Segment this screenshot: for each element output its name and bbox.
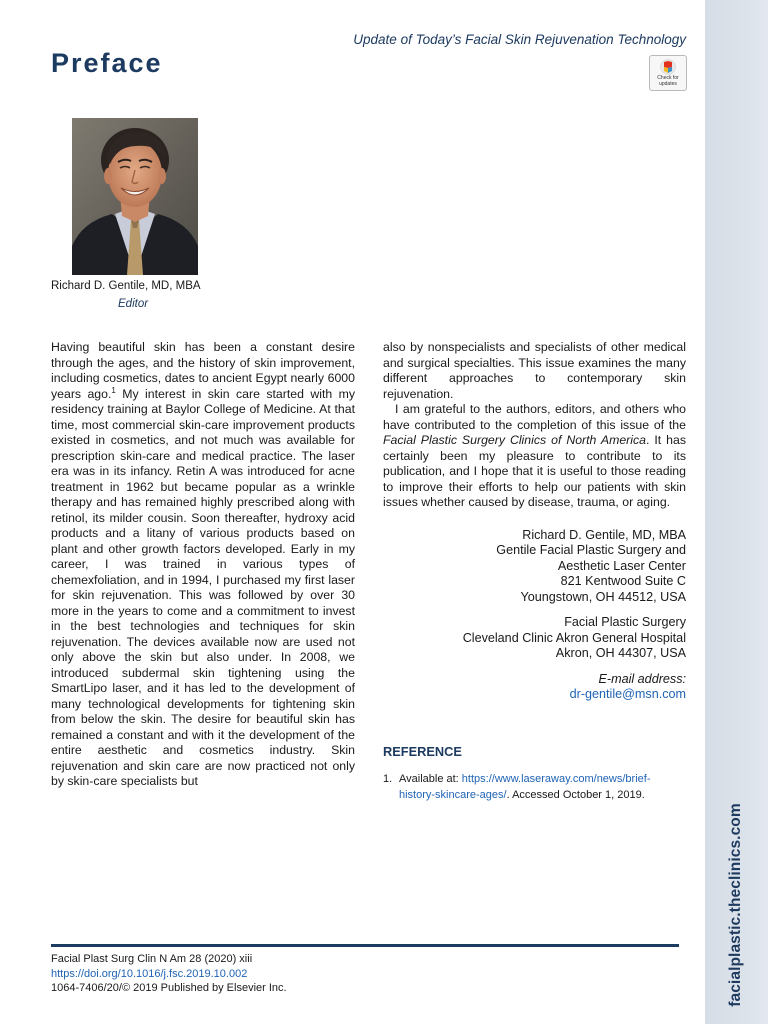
reference-text: Available at: https://www.laseraway.com/news/brief- history-skincare-ages/. Accessed October 1, 2019.: [399, 773, 651, 801]
sig-line: Richard D. Gentile, MD, MBA: [522, 527, 686, 542]
sig-line: Youngstown, OH 44512, USA: [520, 589, 686, 604]
footer: [51, 952, 287, 996]
journal-name: Facial Plastic Surgery Clinics of North America: [383, 433, 646, 447]
paragraph-acknowledgement: I am grateful to the authors, editors, and others who have contributed to the completion of this issue of the Facial Plastic Surgery Clinics of North America. It has certainly been my pleasure to contribute to its publication, and I hope that it is useful to those reading to improve their efforts to help our patients with skin issues whether caused by disease, trauma, or aging.: [383, 402, 686, 509]
reference-link[interactable]: https://www.laseraway.com/news/brief- history-skincare-ages/: [399, 773, 651, 801]
journal-url[interactable]: facialplastic.theclinics.com: [727, 803, 744, 1007]
reference-item: [383, 772, 686, 803]
affiliation-block: [383, 615, 686, 662]
sig-line: Akron, OH 44307, USA: [555, 646, 686, 660]
crossmark-icon: [660, 59, 676, 75]
body-column-right: [383, 340, 686, 803]
reference-number: 1.: [383, 773, 393, 785]
doi-link[interactable]: https://doi.org/10.1016/j.fsc.2019.10.002: [51, 967, 248, 980]
running-title: Update of Today’s Facial Skin Rejuvenation Technology: [353, 32, 686, 47]
sig-line: Facial Plastic Surgery: [564, 615, 686, 629]
email-label: E-mail address:: [598, 671, 686, 686]
editor-role: Editor: [118, 298, 149, 310]
sig-line: Cleveland Clinic Akron General Hospital: [462, 630, 686, 645]
email-link[interactable]: dr-gentile@msn.com: [569, 687, 686, 701]
paragraph-text: Having beautiful skin has been a constant desire through the ages, and the history of skin improvement, including cosmetics, dates to ancient Egypt nearly 6000 years ago.: [51, 340, 355, 401]
sig-line: Gentile Facial Plastic Surgery and: [496, 543, 686, 557]
sig-line: 821 Kentwood Suite C: [560, 574, 686, 588]
journal-citation: Facial Plast Surg Clin N Am 28 (2020) xiii: [51, 953, 253, 965]
sig-line: Aesthetic Laser Center: [557, 558, 686, 573]
paragraph-text-cont: My interest in skin care started with my residency training at Baylor College of Medicine. At that time, most commercial skin-care improvement products existed in cosmetics, and not much was available for prescription skin-care and medical practice. The laser era was in its infancy. Retin A was introduced for acne treatment in 1962 but became popular as a wrinkle therapy and has remained highly prescribed along with retinol, its milder cousin. Soon thereafter, hydroxy acid products and a litany of various products based on plant and other growth factors developed. Early in my career, I was trained in various types of chemexfoliation, and in 1994, I purchased my first laser for skin rejuvenation. This was followed by over 30 more in the years to come and a commitment to invest in the best technologies and techniques for skin rejuvenation. The devices available now are used not only above the skin but also under. In 2008, we introduced subdermal skin tightening using the SmartLipo laser, and it has led to the development of many technological developments for tightening skin from below the skin. The desire for beautiful skin has remained a constant and with it the development of the entire aesthetic and cosmetics industry. Skin rejuvenation and skin care are now practiced not only by skin-care specialists but: [51, 386, 355, 788]
paragraph-intro: [51, 340, 355, 790]
editor-name: Richard D. Gentile, MD, MBA: [51, 280, 201, 292]
email-block: [383, 672, 686, 703]
page-title: Preface: [51, 48, 163, 78]
check-for-updates-badge[interactable]: [649, 55, 687, 91]
paragraph-continuation: also by nonspecialists and specialists of other medical and surgical specialties. This issue examines the many different approaches to contemporary skin rejuvenation.: [383, 340, 686, 401]
citation-marker[interactable]: 1: [111, 385, 116, 395]
editor-portrait: [72, 118, 198, 275]
reference-heading: REFERENCE: [383, 743, 462, 759]
copyright: 1064-7406/20/© 2019 Published by Elsevier Inc.: [51, 982, 287, 994]
body-column-left: [51, 340, 355, 790]
signature-block: [383, 528, 686, 703]
crossmark-label: Check for updates: [657, 75, 679, 87]
footer-rule: [51, 944, 679, 947]
